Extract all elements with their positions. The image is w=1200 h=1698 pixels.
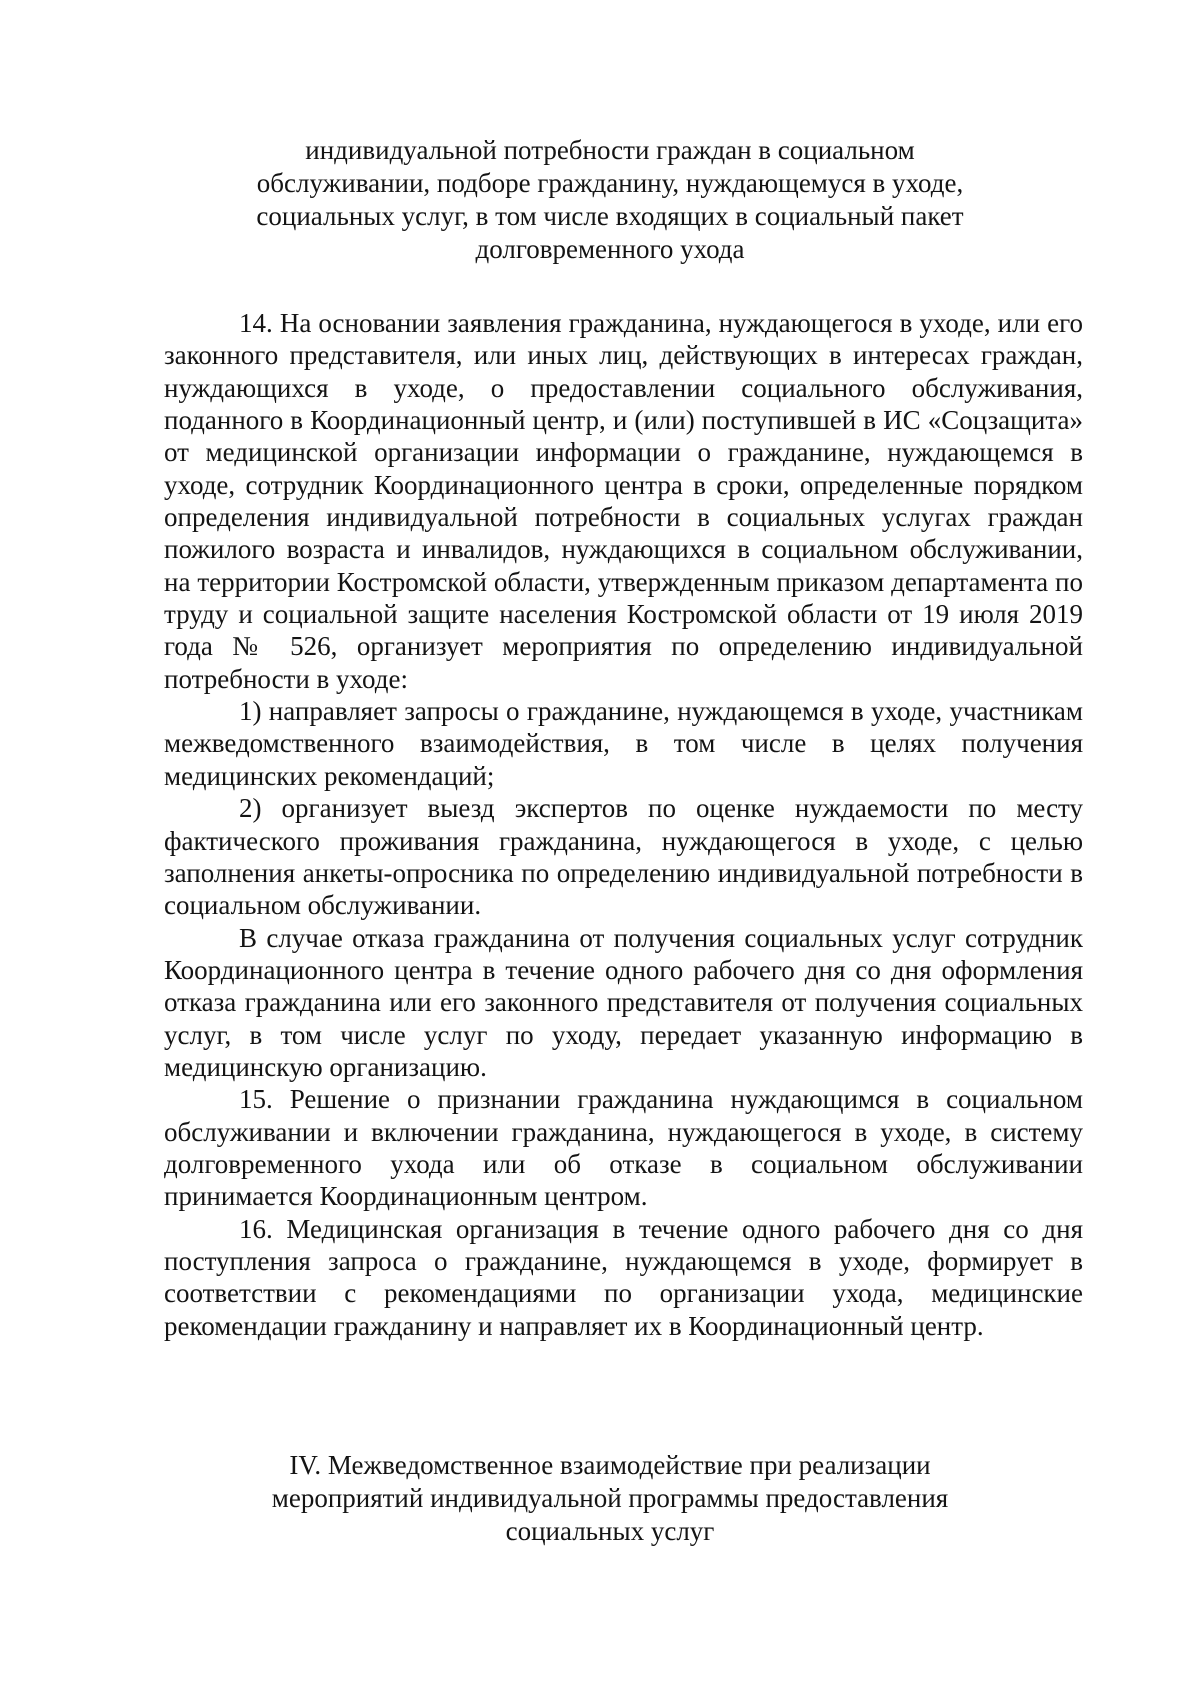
paragraph-subitem-1: 1) направляет запросы о гражданине, нуждающемся в уходе, участникам межведомственного взаимодействия, в том числе в целях получения медицинских рекомендаций; <box>164 696 1083 791</box>
paragraph-item-14: 14. На основании заявления гражданина, нуждающегося в уходе, или его законного представителя, или иных лиц, действующих в интересах граждан, нуждающихся в уходе, о предоставлении социального обслуживания, поданного в Координационный центр, и (или) поступившей в ИС «Соцзащита» от медицинской организации информации о гражданине, нуждающемся в уходе, сотрудник Координационного центра в сроки, определенные порядком определения индивидуальной потребности в социальных услугах граждан пожилого возраста и инвалидов, нуждающихся в социальном обслуживании, на территории Костромской области, утвержденным приказом департамента по труду и социальной защите населения Костромской области от 19 июля 2019 года № 526, организует мероприятия по определению индивидуальной потребности в уходе: <box>164 308 1083 694</box>
paragraph-refusal: В случае отказа гражданина от получения социальных услуг сотрудник Координационного центра в течение одного рабочего дня со дня оформления отказа гражданина или его законного представителя от получения социальных услуг, в том числе услуг по уходу, передает указанную информацию в медицинскую организацию. <box>164 922 1083 1082</box>
heading-line: обслуживании, подборе гражданину, нуждающемуся в уходе, <box>256 168 964 198</box>
paragraph-item-16: 16. Медицинская организация в течение одного рабочего дня со дня поступления запроса о гражданине, нуждающемся в уходе, формирует в соответствии с рекомендациями по организации ухода, медицинские рекомендации гражданину и направляет их в Координационный центр. <box>164 1213 1083 1341</box>
heading-line: долговременного ухода <box>475 234 745 264</box>
heading-line: социальных услуг <box>505 1516 715 1546</box>
paragraph-item-15: 15. Решение о признании гражданина нуждающимся в социальном обслуживании и включении гражданина, нуждающегося в уходе, в систему долговременного ухода или об отказе в социальном обслуживании принимается Координационным центром. <box>164 1084 1083 1212</box>
paragraph-subitem-2: 2) организует выезд экспертов по оценке нуждаемости по месту фактического проживания гражданина, нуждающегося в уходе, с целью заполнения анкеты-опросника по определению индивидуальной потребности в социальном обслуживании. <box>164 793 1083 921</box>
continued-section-heading <box>230 134 990 266</box>
heading-line: IV. Межведомственное взаимодействие при реализации <box>289 1450 931 1480</box>
heading-line: мероприятий индивидуальной программы предоставления <box>271 1483 949 1513</box>
document-body <box>164 307 1083 1342</box>
section-iv-heading <box>230 1449 990 1548</box>
heading-line: социальных услуг, в том числе входящих в социальный пакет <box>256 201 964 231</box>
heading-line: индивидуальной потребности граждан в социальном <box>305 135 915 165</box>
